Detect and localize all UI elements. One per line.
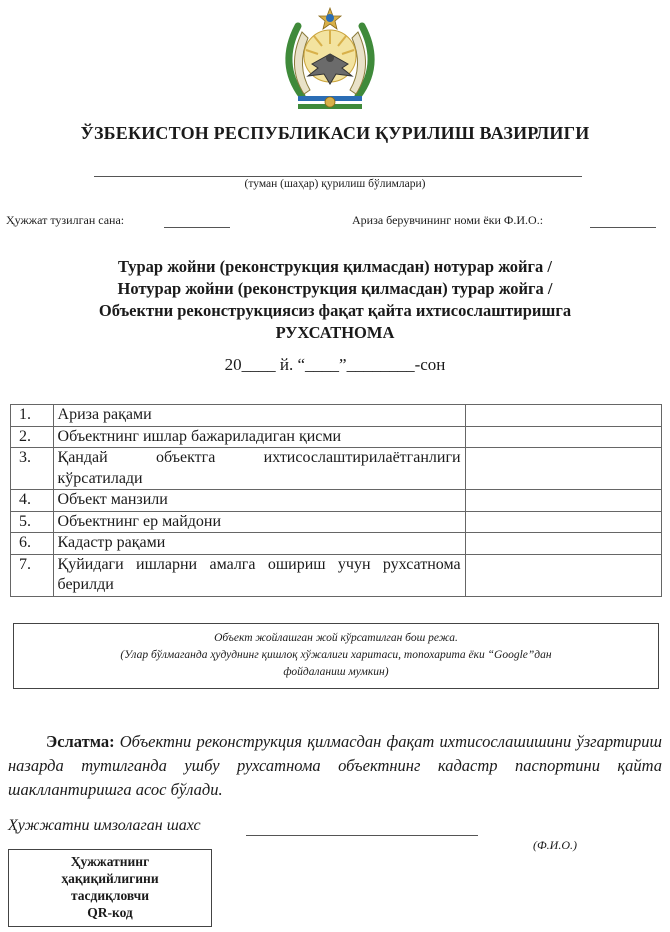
row-value [465,511,661,533]
qr-box-line-2: ҳақиқийлигини [61,871,159,886]
row-value [465,533,661,555]
table-row [11,426,662,448]
plan-box-line-1: Объект жойлашган жой кўрсатилган бош режа. [214,632,458,644]
signature-fill-line [246,835,478,836]
row-number: 5. [11,511,54,533]
row-number: 6. [11,533,54,555]
table-row [11,554,662,596]
document-number-line: 20____ й. “____”________-сон [224,355,446,374]
state-emblem-icon [268,4,392,114]
applicant-fill-line [590,227,656,228]
title-line-2: Нотурар жойни (реконструкция қилмасдан) турар жойга / [117,279,553,298]
table-row [11,533,662,555]
row-number: 7. [11,554,54,596]
note-paragraph [8,730,662,802]
department-fill-line [94,176,582,177]
date-fill-line [164,227,230,228]
note-label: Эслатма: [46,732,115,751]
row-value [465,490,661,512]
date-label: Ҳужжат тузилган сана: [6,213,125,227]
row-number: 3. [11,448,54,490]
fio-caption: (Ф.И.О.) [533,838,577,852]
table-row [11,511,662,533]
row-number: 2. [11,426,54,448]
row-label: Ариза рақами [53,405,465,427]
row-value [465,554,661,596]
title-line-3: Объектни реконструкциясиз фақат қайта ихтисослаштиришга [98,301,572,320]
plan-box-line-2: (Улар бўлмаганда ҳудуднинг қишлоқ хўжалиги харитаси, топохарита ёки “Google”дан [120,649,552,661]
qr-box-line-3: тасдиқловчи [70,888,150,903]
table-row [11,490,662,512]
row-value [465,448,661,490]
plan-box-line-3: фойдаланиш мумкин) [283,666,389,678]
qr-box-line-4: QR-код [87,905,133,920]
row-label: Объектнинг ишлар бажариладиган қисми [53,426,465,448]
row-label: Қуйидаги ишларни амалга ошириш учун рухсатнома берилди [53,554,465,596]
row-label: Объект манзили [53,490,465,512]
ministry-title: ЎЗБЕКИСТОН РЕСПУБЛИКАСИ ҚУРИЛИШ ВАЗИРЛИГИ [80,123,590,143]
row-value [465,405,661,427]
row-number: 1. [11,405,54,427]
row-label: Объектнинг ер майдони [53,511,465,533]
row-label: Қандай объектга ихтисослаштирилаётганлиги кўрсатилади [53,448,465,490]
applicant-label: Ариза берувчининг номи ёки Ф.И.О.: [352,213,544,227]
title-line-4: РУХСАТНОМА [275,323,395,342]
row-value [465,426,661,448]
site-plan-box [13,623,659,689]
qr-code-box [8,849,212,927]
title-line-1: Турар жойни (реконструкция қилмасдан) нотурар жойга / [118,257,552,276]
row-number: 4. [11,490,54,512]
signer-label: Ҳужжатни имзолаган шахс [8,817,201,834]
row-label: Кадастр рақами [53,533,465,555]
permit-details-table [10,404,662,597]
department-caption: (туман (шаҳар) қурилиш бўлимлари) [244,178,426,190]
note-body: Объектни реконструкция қилмасдан фақат ихтисослашишини ўзгартириш назарда тутилганда ушбу рухсатнома объектнинг кадастр паспортини қайта шакллантиришга асос бўлади. [8,732,663,799]
document-title [0,256,670,344]
qr-box-line-1: Ҳужжатнинг [70,854,150,869]
table-row [11,405,662,427]
table-row [11,448,662,490]
